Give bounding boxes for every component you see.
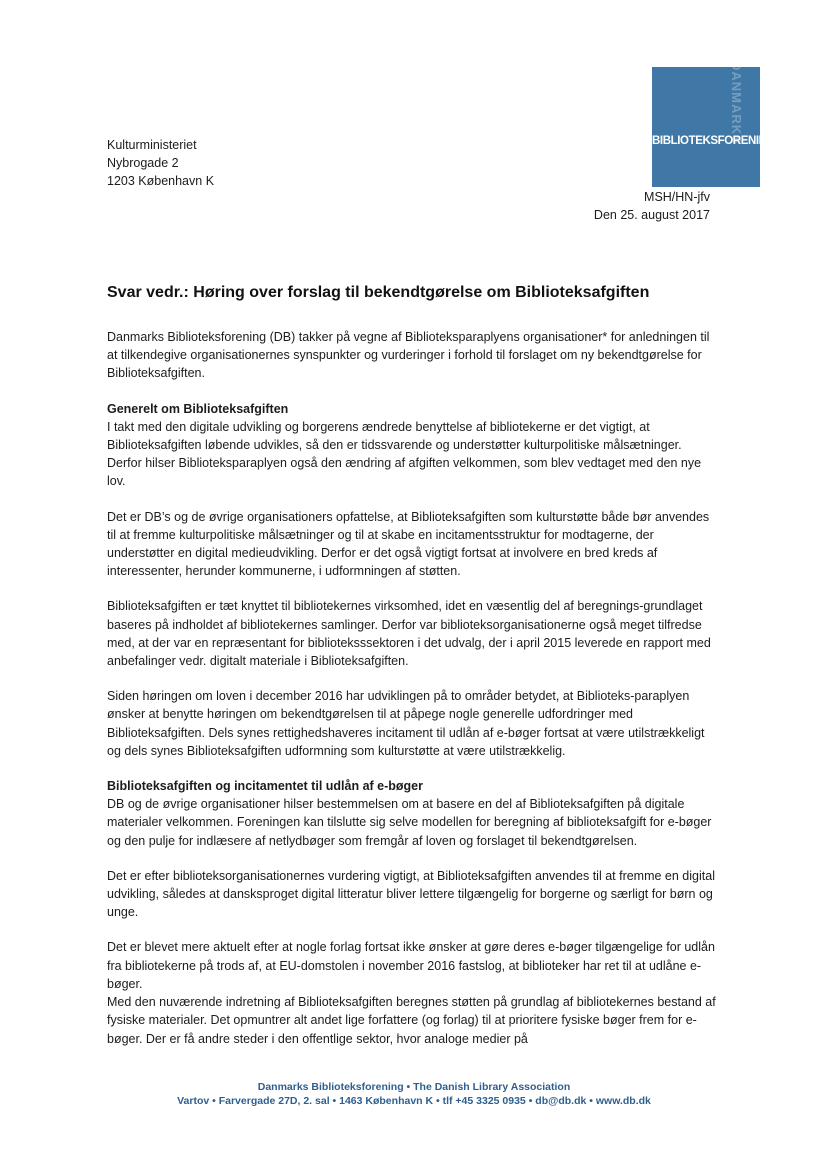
recipient-line: Nybrogade 2 [107, 156, 179, 170]
organization-logo [652, 61, 776, 187]
body-paragraph: DB og de øvrige organisationer hilser bestemmelsen om at basere en del af Biblioteksafgiften på digitale materialer velkommen. Foreningen kan tilslutte sig selve modellen for beregning af biblioteksafgift for e-bøger og den pulje for indlæsere af netlydbøger som fremgår af loven og forslaget til bekendtgørelsen. [107, 797, 712, 848]
letter-title: Svar vedr.: Høring over forslag til bekendtgørelse om Biblioteksafgiften [107, 284, 650, 301]
footer-organization: Danmarks Biblioteksforening • The Danish Library Association [257, 1081, 571, 1093]
recipient-address [107, 136, 214, 190]
body-paragraph: Det er DB’s og de øvrige organisationers opfattelse, at Biblioteksafgiften som kulturstøtte både bør anvendes til at fremme kulturpolitiske målsætninger og til at skabe en incitamentsstruktur for modtagerne, der understøtter en digital medieudvikling. Derfor er det også vigtigt fortsat at involvere en bred kreds af interessenter, herunder kommunerne, i udformningen af støtten. [107, 509, 710, 579]
reference-code: MSH/HN-jfv [644, 190, 710, 204]
body-paragraph: Med den nuværende indretning af Biblioteksafgiften beregnes støtten på grundlag af bibliotekernes bestand af fysiske materialer. Det opmuntrer alt andet lige forfattere (og forlag) til at prioritere fysiske bøger frem for e-bøger. Der er få andre steder i den offentlige sektor, hvor analoge medier på [107, 995, 716, 1046]
letter-footer [0, 1080, 828, 1108]
footer-contact: Vartov • Farvergade 27D, 2. sal • 1463 København K • tlf +45 3325 0935 • db@db.dk • www.db.dk [177, 1095, 651, 1107]
letter-body [107, 328, 717, 1065]
body-paragraph: Det er efter biblioteksorganisationernes vurdering vigtigt, at Biblioteksafgiften anvendes til at fremme en digital udvikling, således at dansksproget digital litteratur bliver lettere tilgængelig for borgerne og særligt for børn og unge. [107, 868, 715, 920]
body-paragraph: Siden høringen om loven i december 2016 har udviklingen på to områder betydet, at Biblioteks-paraplyen ønsker at benytte høringen om bekendtgørelsen til at påpege nogle generelle udfordringer med Biblioteksafgiften. Dels synes rettighedshaveres incitament til udlån af e-bøger fortsat at være utilstrækkeligt og dels synes Biblioteksafgiften udformning som kulturstøtte at være utilstrækkelig. [107, 689, 705, 758]
section-heading: Generelt om Biblioteksafgiften [107, 401, 289, 416]
recipient-line: Kulturministeriet [107, 138, 197, 152]
letter-date: Den 25. august 2017 [593, 208, 710, 222]
intro-paragraph: Danmarks Biblioteksforening (DB) takker på vegne af Biblioteksparaplyens organisationer* for anledningen til at tilkendegive organisationernes synspunkter og vurderinger i forhold til forslaget om ny bekendtgørelse for Biblioteksafgiften. [107, 330, 710, 381]
logo-name-text: BIBLIOTEKSFORENING [652, 135, 776, 147]
recipient-line: 1203 København K [107, 174, 215, 188]
section-heading: Biblioteksafgiften og incitamentet til udlån af e-bøger [107, 779, 423, 794]
reference-block [594, 188, 710, 224]
body-paragraph: I takt med den digitale udvikling og borgerens ændrede benyttelse af bibliotekerne er det vigtigt, at Biblioteksafgiften løbende udvikles, så den er tidssvarende og understøtter kulturpolitiske målsætninger. Derfor hilser Biblioteksparaplyen også den ændring af afgiften velkommen, som blev vedtaget med den nye lov. [107, 419, 702, 489]
logo-vertical-text: DANMARKS [729, 61, 744, 145]
body-paragraph: Det er blevet mere aktuelt efter at nogle forlag fortsat ikke ønsker at gøre deres e-bøger tilgængelige for udlån fra bibliotekerne på trods af, at EU-domstolen i november 2016 fastslog, at biblioteker har ret til at udlåne e-bøger. [107, 940, 715, 991]
body-paragraph: Biblioteksafgiften er tæt knyttet til bibliotekernes virksomhed, idet en væsentlig del af beregnings-grundlaget baseres på indholdet af bibliotekernes samlinger. Derfor var biblioteksorganisationerne også meget tilfredse med, at der var en repræsentant for biblioteksssektoren i det udvalg, der i april 2015 leverede en rapport med anbefalinger vedr. digitalt materiale i Biblioteksafgiften. [107, 599, 711, 669]
